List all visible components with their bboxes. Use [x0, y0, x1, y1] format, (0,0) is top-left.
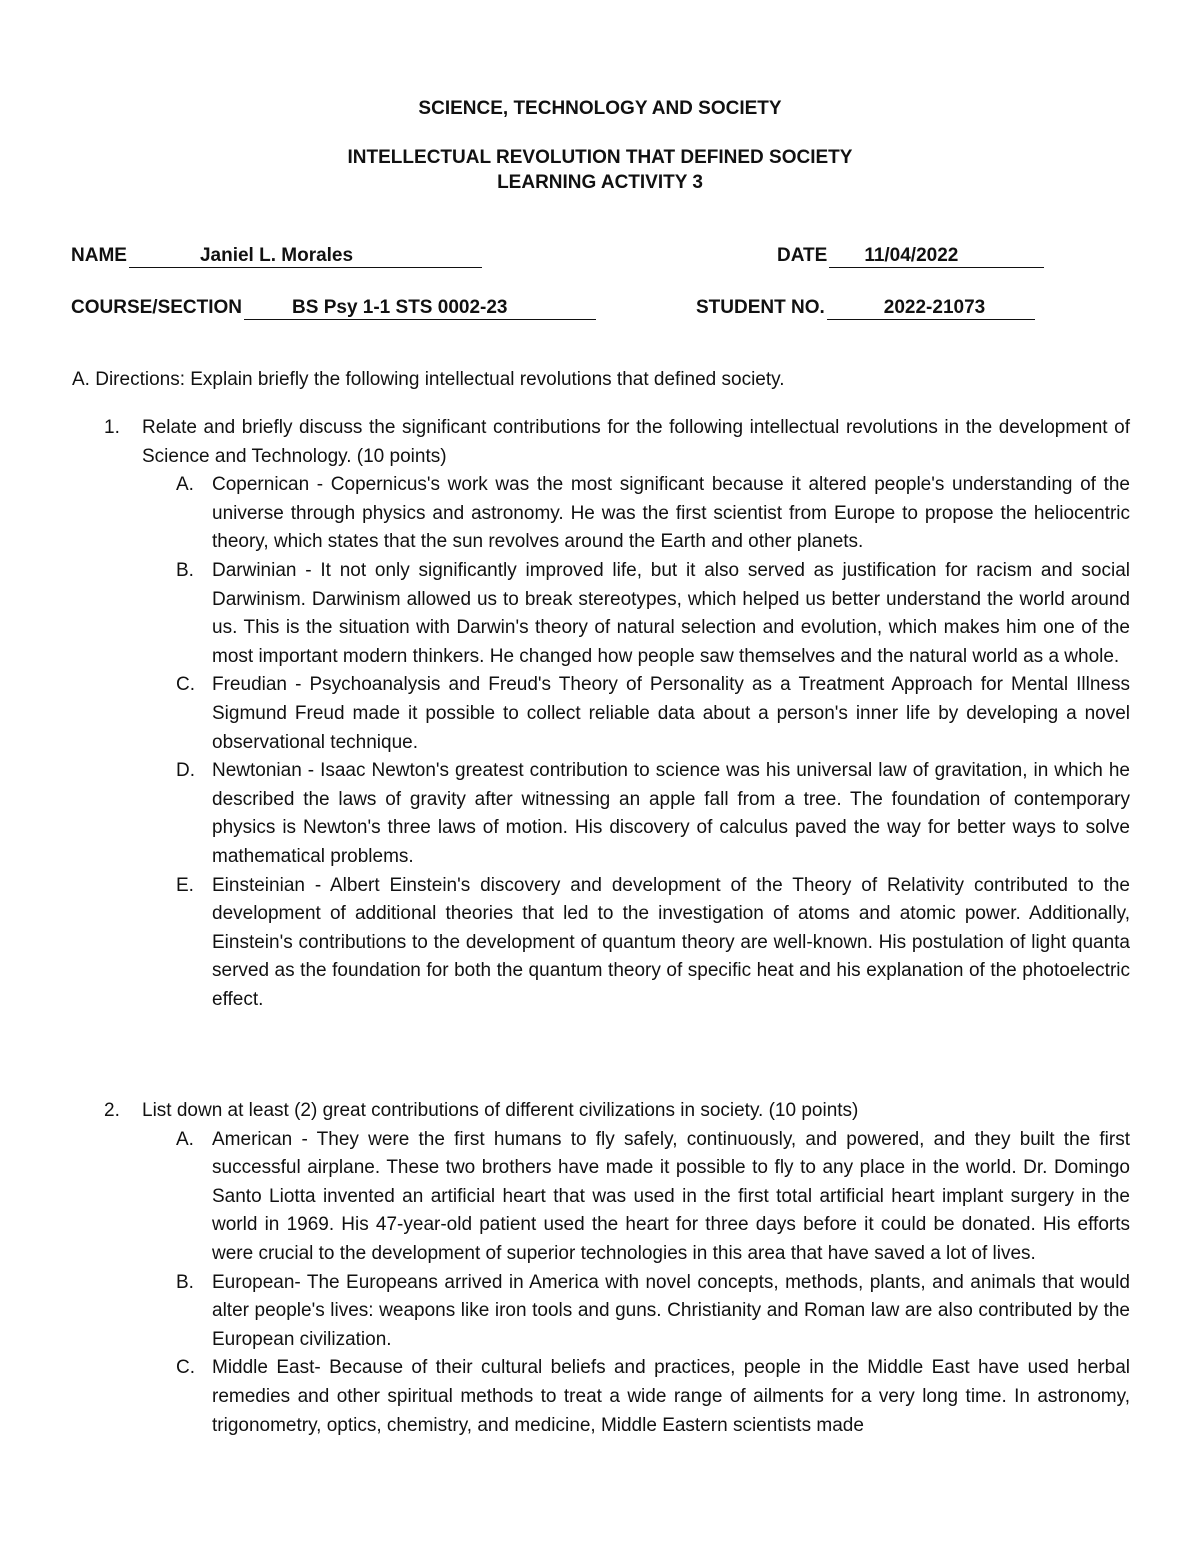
course-section-line — [244, 298, 596, 320]
student-no-line — [827, 298, 1035, 320]
answer-text: Newtonian - Isaac Newton's greatest contribution to science was his universal law of gravitation, in which he described the laws of gravity after witnessing an apple fall from a tree. The foundation of contemporary physics is Newton's three laws of motion. His discovery of calculus paved the way for better ways to solve mathematical problems. — [212, 760, 1130, 867]
answer-text: Middle East- Because of their cultural beliefs and practices, people in the Middle East have used herbal remedies and other spiritual methods to treat a wide range of ailments for a very long time. In astronomy, trigonometry, optics, chemistry, and medicine, Middle Eastern scientists made — [212, 1357, 1130, 1436]
answer-text: Darwinian - It not only significantly improved life, but it also served as justification for racism and social Darwinism. Darwinism allowed us to break stereotypes, which helped us better understand the world around us. This is the situation with Darwin's theory of natural selection and evolution, which makes him one of the most important modern thinkers. He changed how people saw themselves and the natural world as a whole. — [212, 559, 1130, 667]
answer-item — [176, 557, 1130, 671]
answer-item — [176, 1269, 1130, 1355]
question-2 — [104, 1097, 1130, 1440]
answer-letter: B. — [176, 1271, 194, 1293]
answer-letter: B. — [176, 559, 194, 581]
question-1 — [104, 414, 1130, 1014]
date-field — [777, 244, 1044, 268]
answer-text: American - They were the first humans to fly safely, continuously, and powered, and they built the first successful airplane. These two brothers have made it possible to fly to any place in the world. Dr. Domingo Santo Liotta invented an artificial heart that was used in the first total artificial heart implant surgery in the world in 1969. His 47-year-old patient used the heart for three days before it could be donated. His efforts were crucial to the development of superior technologies in this area that have saved a lot of lives. — [212, 1128, 1130, 1264]
activity-title: LEARNING ACTIVITY 3 — [497, 172, 703, 193]
name-value: Janiel L. Morales — [199, 245, 354, 266]
answer-text: Copernican - Copernicus's work was the most significant because it altered people's understanding of the universe through physics and astronomy. He was the first scientist from Europe to propose the heliocentric theory, which states that the sun revolves around the Earth and other planets. — [212, 474, 1130, 553]
answer-letter: C. — [176, 674, 195, 696]
answer-text: Freudian - Psychoanalysis and Freud's Theory of Personality as a Treatment Approach for Mental Illness Sigmund Freud made it possible to collect reliable data about a person's inner life by developing a novel observational technique. — [212, 674, 1130, 753]
answer-item — [176, 757, 1130, 871]
student-no-label: STUDENT NO. — [696, 297, 825, 318]
topic-title: INTELLECTUAL REVOLUTION THAT DEFINED SOCIETY — [347, 147, 853, 168]
answer-item — [176, 1354, 1130, 1440]
date-value: 11/04/2022 — [864, 245, 959, 266]
answer-item — [176, 471, 1130, 557]
answer-text: European- The Europeans arrived in America with novel concepts, methods, plants, and animals that would alter people's lives: weapons like iron tools and guns. Christianity and Roman law are also contributed by the European civilization. — [212, 1271, 1130, 1350]
question-number: 2. — [104, 1100, 120, 1121]
answer-letter: A. — [176, 474, 194, 496]
course-title: SCIENCE, TECHNOLOGY AND SOCIETY — [418, 98, 782, 119]
course-section-value: BS Psy 1-1 STS 0002-23 — [292, 297, 508, 318]
answer-item — [176, 872, 1130, 1015]
date-line — [829, 246, 1044, 268]
answer-letter: A. — [176, 1128, 194, 1150]
name-line — [129, 246, 482, 268]
course-section-field — [71, 296, 596, 320]
answer-letter: C. — [176, 1357, 195, 1379]
student-no-field — [696, 296, 1035, 320]
name-label: NAME — [71, 245, 127, 266]
question-number: 1. — [104, 417, 120, 438]
date-label: DATE — [777, 245, 828, 266]
name-field — [71, 244, 482, 268]
answer-text: Einsteinian - Albert Einstein's discovery and development of the Theory of Relativity contributed to the development of additional theories that led to the investigation of atoms and atomic power. Additionally, Einstein's contributions to the development of quantum theory are well-known. His postulation of light quanta served as the foundation for both the quantum theory of specific heat and his explanation of the photoelectric effect. — [212, 874, 1130, 1010]
answer-letter: D. — [176, 760, 195, 782]
answer-item — [176, 1126, 1130, 1269]
question-text: List down at least (2) great contributions of different civilizations in society. (10 points) — [142, 1100, 859, 1121]
course-section-label: COURSE/SECTION — [71, 297, 243, 318]
answer-letter: E. — [176, 874, 194, 896]
answer-item — [176, 671, 1130, 757]
directions-text: A. Directions: Explain briefly the following intellectual revolutions that defined society. — [72, 369, 785, 390]
question-text: Relate and briefly discuss the significant contributions for the following intellectual revolutions in the development of Science and Technology. (10 points) — [142, 417, 1130, 467]
student-no-value: 2022-21073 — [883, 297, 986, 318]
